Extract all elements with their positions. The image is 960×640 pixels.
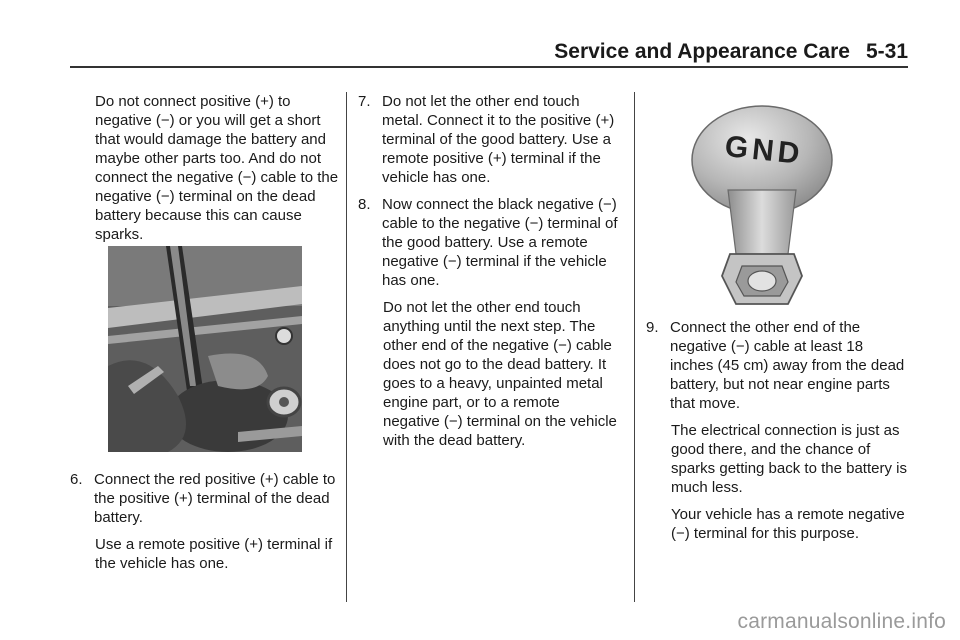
step-6-text: Connect the red positive (+) cable to the positive (+) terminal of the dead battery. bbox=[94, 471, 336, 526]
column-2 bbox=[358, 92, 620, 450]
column-divider-2 bbox=[634, 92, 635, 602]
step-6-number: 6. bbox=[70, 471, 83, 488]
step-8-number: 8. bbox=[358, 196, 371, 213]
column-divider-1 bbox=[346, 92, 347, 602]
step-6 bbox=[70, 470, 340, 573]
header-rule bbox=[70, 66, 908, 68]
step-9-note-2: Your vehicle has a remote negative (−) terminal for this purpose. bbox=[671, 506, 905, 542]
step-9-note-1: The electrical connection is just as good there, and the chance of sparks getting back to the battery is much less. bbox=[671, 422, 907, 496]
step-7-number: 7. bbox=[358, 93, 371, 110]
step-9-number: 9. bbox=[646, 319, 659, 336]
column-3 bbox=[646, 318, 908, 543]
page-header bbox=[554, 40, 908, 64]
step-8-note: Do not let the other end touch anything until the next step. The other end of the negative (−) cable does not go to the dead battery. It goes to a heavy, unpainted metal engine part, or to a remote negative (−) terminal on the vehicle with the dead battery. bbox=[383, 299, 617, 449]
step-6-note: Use a remote positive (+) terminal if the vehicle has one. bbox=[95, 536, 333, 572]
warning-text: Do not connect positive (+) to negative (−) or you will get a short that would damage the battery and maybe other parts too. And do not connect the negative (−) cable to the negative (−) terminal on the dead battery because this can cause sparks. bbox=[95, 93, 339, 243]
step-8-text: Now connect the black negative (−) cable to the negative (−) terminal of the good battery. Use a remote negative (−) terminal if the vehicle has one. bbox=[382, 196, 618, 289]
page-number: 5-31 bbox=[865, 40, 908, 63]
step-9-text: Connect the other end of the negative (−) cable at least 18 inches (45 cm) away from the dead battery, but not near engine parts that move. bbox=[670, 319, 905, 412]
watermark: carmanualsonline.info bbox=[737, 610, 946, 633]
column-1 bbox=[70, 92, 340, 244]
section-title: Service and Appearance Care bbox=[554, 40, 850, 63]
step-7-text: Do not let the other end touch metal. Connect it to the positive (+) terminal of the good battery. Use a remote positive (+) terminal if the vehicle has one. bbox=[382, 93, 615, 186]
engine-photo bbox=[108, 246, 302, 452]
gnd-terminal-illustration bbox=[690, 104, 834, 310]
gnd-label: GND bbox=[723, 129, 806, 172]
